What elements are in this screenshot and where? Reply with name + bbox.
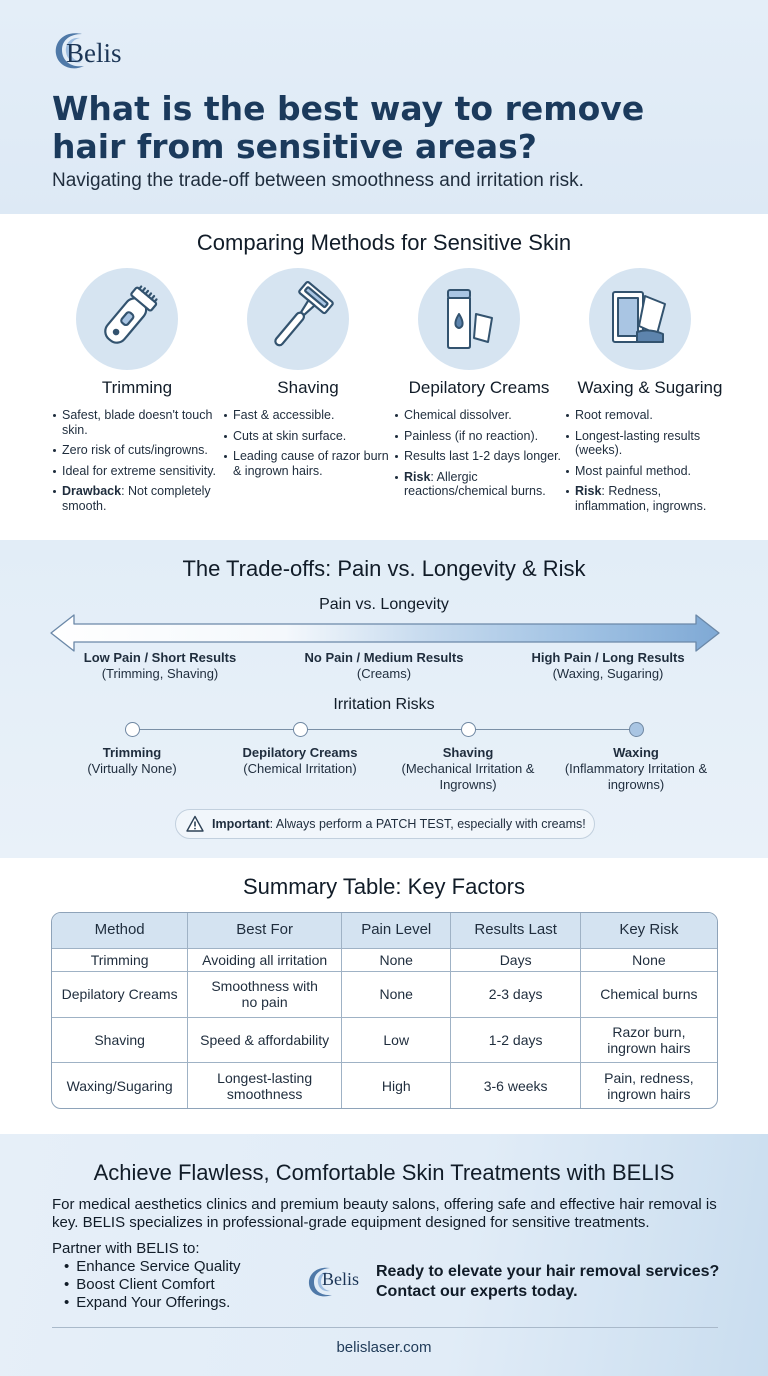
table-cell: High [342,1063,451,1108]
risk-label-waxing: Waxing (Inflammatory Irritation & ingrowns) [564,745,708,792]
column-header: Best For [188,913,342,948]
list-item: Most painful method. [565,464,737,479]
pain-scale-high: High Pain / Long Results (Waxing, Sugaring) [531,650,685,681]
table-header-row [52,913,717,948]
summary-table [51,912,718,1109]
table-cell: 3-6 weeks [451,1063,580,1108]
table-cell: Trimming [52,948,188,972]
page-title: What is the best way to remove hair from sensitive areas? [52,89,645,166]
tradeoffs-section [0,540,768,858]
list-item: Drawback: Not completely smooth. [52,484,224,513]
cta-benefits [64,1258,241,1312]
list-item: Risk: Redness, inflammation, ingrowns. [565,484,737,513]
risk-label-creams: Depilatory Creams (Chemical Irritation) [242,745,358,776]
table-row [52,1017,717,1063]
list-item: Risk: Allergic reactions/chemical burns. [394,470,566,499]
method-name: Depilatory Creams [408,378,550,397]
method-points [394,408,566,505]
pain-longevity-title: Pain vs. Longevity [319,596,449,613]
table-cell: Smoothness with no pain [188,972,342,1018]
list-item: Safest, blade doesn't touch skin. [52,408,224,437]
cta-partner-intro: Partner with BELIS to: [52,1240,200,1257]
column-header: Results Last [451,913,580,948]
list-item: Zero risk of cuts/ingrowns. [52,443,224,458]
table-cell: Pain, redness, ingrown hairs [580,1063,717,1108]
trimmer-icon [76,268,178,370]
table-row [52,948,717,972]
cta-brand-name: Belis [322,1269,360,1289]
table-cell: Avoiding all irritation [188,948,342,972]
cta-title: Achieve Flawless, Comfortable Skin Treatments with BELIS [93,1160,675,1185]
list-item: Fast & accessible. [223,408,395,423]
table-cell: 1-2 days [451,1017,580,1063]
summary-title: Summary Table: Key Factors [242,874,526,899]
divider [52,1327,718,1328]
notice-text: : Always perform a PATCH TEST, especially with creams! [269,817,586,831]
list-item: Chemical dissolver. [394,408,566,423]
table-cell: None [342,948,451,972]
method-name: Shaving [277,378,339,397]
cta-section [0,1134,768,1376]
risk-label-shaving: Shaving (Mechanical Irritation & Ingrowns) [401,745,535,792]
table-cell: 2-3 days [451,972,580,1018]
table-cell: Chemical burns [580,972,717,1018]
brand-name: Belis [66,38,122,68]
cta-body: For medical aesthetics clinics and premium beauty salons, offering safe and effective hair removal is key. BELIS specializes in professional-grade equipment designed for sensitive treatments. [52,1196,717,1231]
header-banner [0,0,768,214]
list-item: Root removal. [565,408,737,423]
list-item: Painless (if no reaction). [394,429,566,444]
pain-longevity-arrow [50,614,720,652]
table-cell: Razor burn, ingrown hairs [580,1017,717,1063]
column-header: Method [52,913,188,948]
page-subtitle: Navigating the trade-off between smoothness and irritation risk. [52,170,584,191]
list-item: • Boost Client Comfort [64,1276,241,1294]
tradeoffs-title: The Trade-offs: Pain vs. Longevity & Risk [182,556,586,581]
risk-dot-shaving [461,722,476,737]
list-item: • Expand Your Offerings. [64,1294,241,1312]
list-item: Results last 1-2 days longer. [394,449,566,464]
razor-icon [247,268,349,370]
method-points [52,408,224,519]
methods-section-title: Comparing Methods for Sensitive Skin [196,230,572,255]
warning-icon [186,815,204,833]
cream-tube-icon [418,268,520,370]
column-header: Pain Level [342,913,451,948]
column-header: Key Risk [580,913,717,948]
patch-test-notice [175,809,595,839]
list-item: Leading cause of razor burn & ingrown hairs. [223,449,395,478]
risk-timeline [132,729,637,730]
list-item: • Enhance Service Quality [64,1258,241,1276]
table-cell: None [342,972,451,1018]
risk-dot-creams [293,722,308,737]
table-cell: None [580,948,717,972]
risk-label-trimming: Trimming (Virtually None) [87,745,177,776]
table-cell: Waxing/Sugaring [52,1063,188,1108]
table-cell: Longest-lasting smoothness [188,1063,342,1108]
list-item: Cuts at skin surface. [223,429,395,444]
notice-label: Important [212,817,270,831]
table-row [52,1063,717,1108]
website-link[interactable]: belislaser.com [336,1339,432,1356]
table-cell: Depilatory Creams [52,972,188,1018]
list-item: Longest-lasting results (weeks). [565,429,737,458]
method-name: Waxing & Sugaring [577,378,723,397]
method-name: Trimming [101,378,173,397]
cta-contact-text[interactable]: Ready to elevate your hair removal services? Contact our experts today. [376,1263,720,1300]
list-item: Ideal for extreme sensitivity. [52,464,224,479]
table-cell: Days [451,948,580,972]
method-points [223,408,395,484]
method-points [565,408,737,519]
risk-dot-waxing [629,722,644,737]
pain-scale-none: No Pain / Medium Results (Creams) [304,650,464,681]
table-cell: Shaving [52,1017,188,1063]
irritation-risks-title: Irritation Risks [333,696,435,713]
table-row [52,972,717,1018]
risk-dot-trimming [125,722,140,737]
table-cell: Speed & affordability [188,1017,342,1063]
wax-strips-icon [589,268,691,370]
pain-scale-low: Low Pain / Short Results (Trimming, Shaving) [83,650,237,681]
table-cell: Low [342,1017,451,1063]
